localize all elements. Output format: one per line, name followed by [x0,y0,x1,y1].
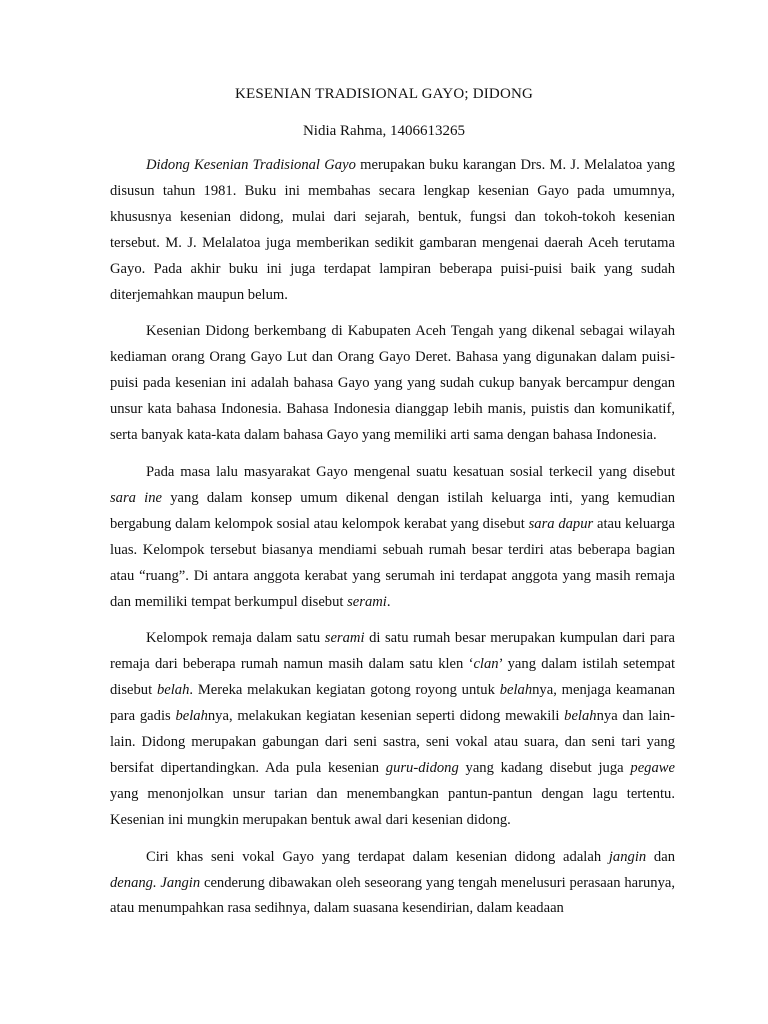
text-run: Kelompok remaja dalam satu [146,630,325,647]
document-author: Nidia Rahma, 1406613265 [302,123,466,139]
italic-term: guru-didong [385,759,459,776]
italic-term: pegawe [630,759,675,776]
text-run: di satu rumah besar merupakan kumpulan dari para remaja dari beberapa rumah namun masih dalam satu klen ‘ [110,630,675,673]
italic-term: sara dapur [528,515,594,532]
italic-term: sara ine [110,489,163,506]
document-title: KESENIAN TRADISIONAL GAYO; DIDONG [234,86,534,102]
text-run: nya, menjaga keamanan para gadis [110,682,675,725]
text-run: yang kadang disebut juga [458,759,631,776]
paragraph-3 [110,460,675,615]
text-run: Kesenian Didong berkembang di Kabupaten Aceh Tengah yang dikenal sebagai wilayah kediaman orang Orang Gayo Lut dan Orang Gayo Deret. Bahasa yang digunakan dalam puisi-puisi pada kesenian ini adalah bahasa Gayo yang yang sudah cukup banyak bercampur dengan unsur kata bahasa Indonesia. Bahasa Indonesia dianggap lebih manis, puistis dan komunikatif, serta banyak kata-kata dalam bahasa Gayo yang memiliki arti sama dengan bahasa Indonesia. [110,323,675,444]
text-run: nya, melakukan kegiatan kesenian seperti didong mewakili [207,708,565,725]
italic-term: jangin [608,848,647,865]
text-run: atau keluarga luas. Kelompok tersebut biasanya mendiami sebuah rumah besar terdiri atas beberapa bagian atau “ruang”. Di antara anggota kerabat yang serumah ini terdapat anggota yang masih remaja dan memiliki tempat berkumpul disebut [110,515,676,610]
italic-term: denang. Jangin [110,874,201,891]
italic-term: clan [473,656,499,673]
text-run: Ciri khas seni vokal Gayo yang terdapat dalam kesenian didong adalah [146,848,609,865]
text-run: . [386,593,391,610]
text-run: dan [646,848,675,865]
italic-term: serami [324,630,365,647]
text-run: merupakan buku karangan Drs. M. J. Melalatoa yang disusun tahun 1981. Buku ini membahas secara lengkap kesenian Gayo pada umumnya, khususnya kesenian didong, mulai dari sejarah, bentuk, fungsi dan tokoh-tokoh kesenian tersebut. M. J. Melalatoa juga memberikan sedikit gambaran mengenai daerah Aceh terutama Gayo. Pada akhir buku ini juga terdapat lampiran beberapa puisi-puisi baik yang sudah diterjemahkan maupun belum. [110,157,675,303]
document-body [110,153,675,933]
paragraph-1 [110,153,675,308]
text-run: cenderung dibawakan oleh seseorang yang tengah menelusuri perasaan harunya, atau menumpahkan rasa sedihnya, dalam suasana kesendirian, dalam keadaan [110,874,675,917]
italic-term: serami [347,593,387,610]
text-run: yang dalam konsep umum dikenal dengan istilah keluarga inti, yang kemudian bergabung dalam kelompok sosial atau kelompok kerabat yang disebut [110,489,675,532]
text-run: Pada masa lalu masyarakat Gayo mengenal suatu kesatuan sosial terkecil yang disebut [146,463,675,480]
paragraph-5 [110,845,675,923]
italic-term: belah [156,682,190,699]
italic-term: belah [499,682,533,699]
text-run: nya dan lain-lain. Didong merupakan gabungan dari seni sastra, seni vokal atau suara, dan seni tari yang bersifat dipertandingkan. Ada pula kesenian [110,708,675,776]
paragraph-2 [110,319,675,449]
italic-term: belah [175,708,208,725]
paragraph-4 [110,626,675,833]
text-run: yang menonjolkan unsur tarian dan menembangkan pantun-pantun dengan lagu tertentu. Kesenian ini mungkin merupakan bentuk awal dari kesenian didong. [110,785,675,828]
italic-term: belah [564,708,597,725]
italic-term: Didong Kesenian Tradisional Gayo [146,157,356,173]
text-run: ’ yang dalam istilah setempat disebut [110,656,675,699]
text-run: . Mereka melakukan kegiatan gotong royong untuk [189,682,500,699]
